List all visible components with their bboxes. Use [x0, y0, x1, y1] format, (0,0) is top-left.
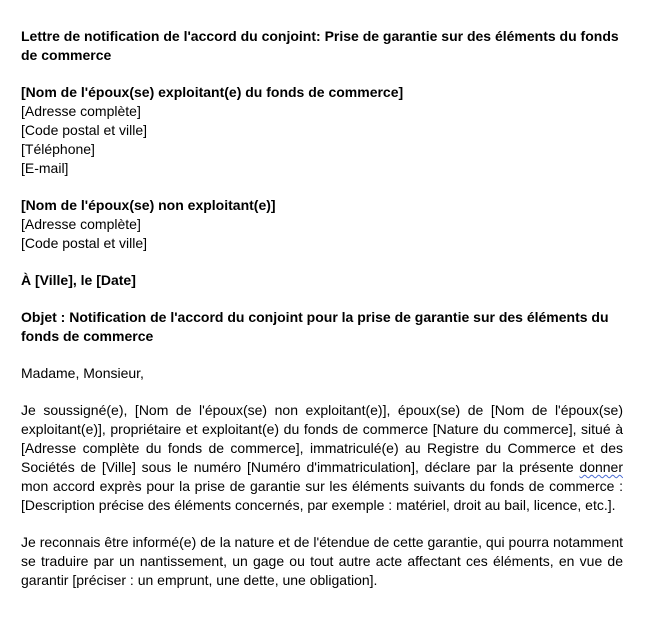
sender-phone: [Téléphone]: [21, 141, 95, 157]
recipient-block: [21, 196, 623, 253]
body-paragraph-2: Je reconnais être informé(e) de la nature et de l'étendue de cette garantie, qui pourra notamment se traduire par un nantissement, un gage ou tout autre acte affectant ces éléments, en vue de garantir [préciser : un emprunt, une dette, une obligation].: [21, 534, 623, 588]
sender-name: [Nom de l'époux(se) exploitant(e) du fonds de commerce]: [21, 84, 404, 100]
recipient-postal-city: [Code postal et ville]: [21, 235, 148, 251]
document-page: [21, 27, 623, 608]
paragraph-1-text-before: Je soussigné(e), [Nom de l'époux(se) non exploitant(e)], époux(se) de [Nom de l'époux(se) exploitant(e)], propriétaire et exploitant(e) du fonds de commerce [Nature du commerce], situé à [Adresse complète du fonds de commerce], immatriculé(e) au Registre du Commerce et des Sociétés de [Ville] sous le numéro [Numéro d'immatriculation], déclare par la présente: [21, 402, 623, 475]
sender-postal-city: [Code postal et ville]: [21, 122, 148, 138]
subject-line: Objet : Notification de l'accord du conjoint pour la prise de garantie sur des éléments du fonds de commerce: [21, 309, 609, 344]
sender-address: [Adresse complète]: [21, 103, 141, 119]
recipient-name: [Nom de l'époux(se) non exploitant(e)]: [21, 197, 276, 213]
salutation: Madame, Monsieur,: [21, 365, 144, 381]
body-paragraph-1: [21, 401, 623, 515]
paragraph-1-text-after: mon accord exprès pour la prise de garantie sur les éléments suivants du fonds de commerce : [Description précise des éléments concernés, par exemple : matériel, droit au bail, licence, etc.].: [21, 478, 623, 513]
sender-block: [21, 83, 623, 178]
sender-email: [E-mail]: [21, 160, 69, 176]
spellcheck-flagged-word[interactable]: donner: [579, 459, 623, 475]
recipient-address: [Adresse complète]: [21, 216, 141, 232]
document-title: Lettre de notification de l'accord du conjoint: Prise de garantie sur des éléments du fonds de commerce: [21, 28, 619, 63]
place-date: À [Ville], le [Date]: [21, 272, 136, 288]
